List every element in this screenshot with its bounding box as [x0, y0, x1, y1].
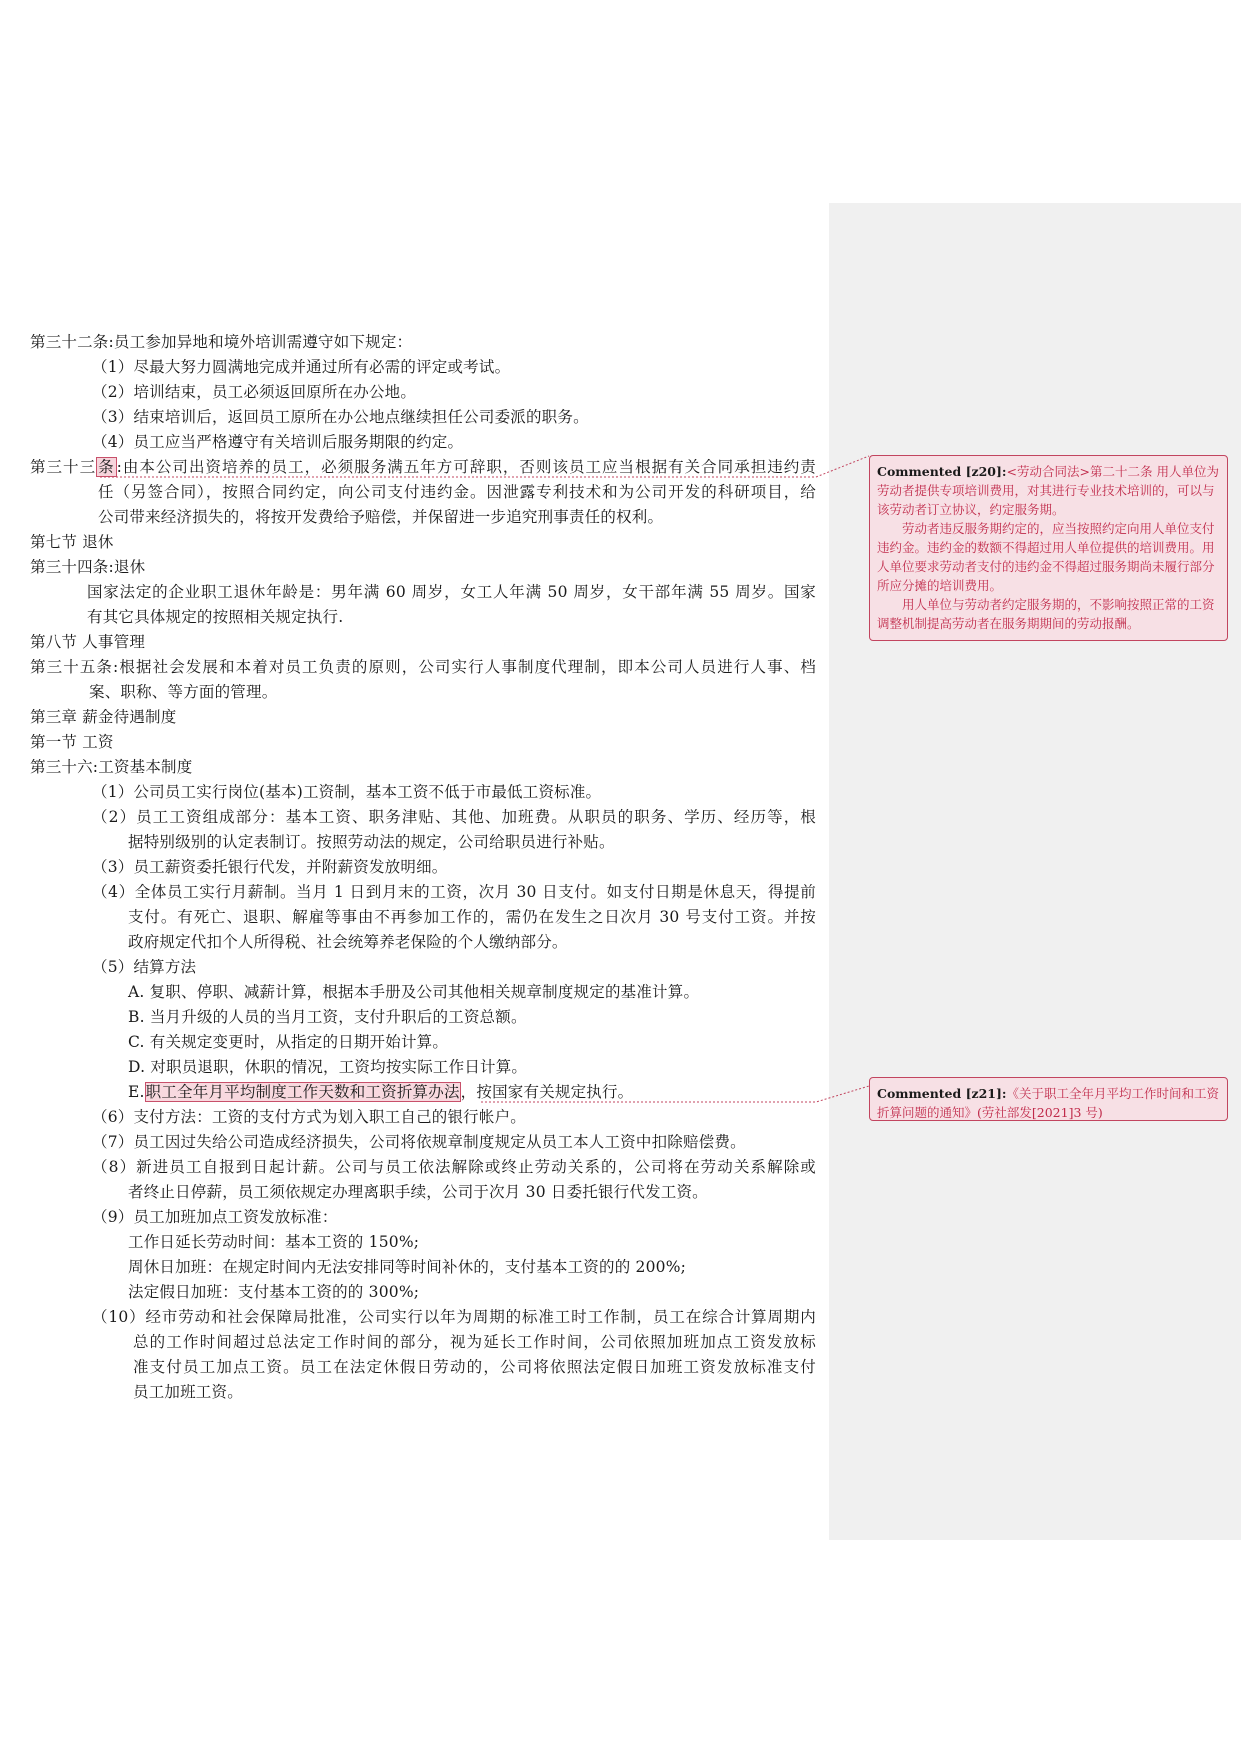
document-line: 第三章 薪金待遇制度 [30, 708, 177, 726]
connector-z20 [100, 456, 869, 477]
document-line: 第三十六:工资基本制度 [30, 758, 193, 776]
document-line: 第七节 退休 [30, 533, 114, 551]
document-line: （6）支付方法：工资的支付方式为划入职工自己的银行帐户。 [92, 1108, 526, 1126]
document-line: （4）全体员工实行月薪制。当月 1 日到月末的工资，次月 30 日支付。如支付日期是休息天，得提前 [92, 883, 816, 901]
document-line: 第一节 工资 [30, 733, 114, 751]
document-line: （4）员工应当严格遵守有关培训后服务期限的约定。 [92, 433, 464, 451]
document-line: 任（另签合同），按照合同约定，向公司支付违约金。因泄露专利技术和为公司开发的科研项目，给 [98, 483, 816, 501]
document-line: 政府规定代扣个人所得税、社会统筹养老保险的个人缴纳部分。 [128, 933, 568, 951]
document-line: 第三十二条:员工参加异地和境外培训需遵守如下规定： [30, 333, 413, 351]
document-line: 第八节 人事管理 [30, 633, 146, 651]
document-line: 支付。有死亡、退职、解雇等事由不再参加工作的，需仍在发生之日次月 30 号支付工资。并按 [128, 908, 816, 926]
document-line: 工作日延长劳动时间：基本工资的 150%; [128, 1233, 420, 1251]
document-line: （10）经市劳动和社会保障局批准，公司实行以年为周期的标准工时工作制，员工在综合计算周期内 [92, 1308, 816, 1326]
article-33-text: :由本公司出资培养的员工，必须服务满五年方可辞职，否则该员工应当根据有关合同承担违约责 [116, 458, 816, 476]
document-line: D. 对职员退职，休职的情况，工资均按实际工作日计算。 [128, 1058, 528, 1076]
document-line: 员工加班工资。 [133, 1383, 243, 1401]
document-line: 公司带来经济损失的，将按开发费给予赔偿，并保留进一步追究刑事责任的权利。 [98, 508, 664, 526]
document-line: （9）员工加班加点工资发放标准： [92, 1208, 338, 1226]
document-line: A. 复职、停职、减薪计算，根据本手册及公司其他相关规章制度规定的基准计算。 [128, 983, 700, 1001]
document-line: B. 当月升级的人员的当月工资，支付升职后的工资总额。 [128, 1008, 527, 1026]
document-line: （5）结算方法 [92, 958, 197, 976]
document-line: 者终止日停薪，员工须依规定办理离职手续，公司于次月 30 日委托银行代发工资。 [128, 1183, 708, 1201]
item-5e-prefix: E. [128, 1083, 145, 1101]
document-line: 第三十四条:退休 [30, 558, 146, 576]
document-line: （2）员工工资组成部分：基本工资、职务津贴、其他、加班费。从职员的职务、学历、经历等，根 [92, 808, 816, 826]
comment-label: Commented [z21]: [877, 1086, 1007, 1101]
document-line: 国家法定的企业职工退休年龄是：男年满 60 周岁，女工人年满 50 周岁，女干部年满 55 周岁。国家 [87, 583, 816, 601]
document-line: （7）员工因过失给公司造成经济损失，公司将依规章制度规定从员工本人工资中扣除赔偿费。 [92, 1133, 746, 1151]
article-33-prefix: 第三十三 [30, 458, 97, 476]
document-line: 有其它具体规定的按照相关规定执行. [87, 608, 344, 626]
comment-text: <劳动合同法>第二十二条 用人单位为劳动者提供专项培训费用，对其进行专业技术培训的，可以与该劳动者订立协议，约定服务期。 [877, 464, 1219, 517]
document-line: 准支付员工加点工资。员工在法定休假日劳动的，公司将依照法定假日加班工资发放标准支付 [133, 1358, 816, 1376]
document-line: 总的工作时间超过总法定工作时间的部分，视为延长工作时间，公司依照加班加点工资发放标 [133, 1333, 816, 1351]
comment-balloon-z20[interactable] [869, 455, 1228, 641]
connector-z21 [481, 1086, 869, 1102]
document-line: （1）公司员工实行岗位(基本)工资制，基本工资不低于市最低工资标准。 [92, 783, 602, 801]
document-line: C. 有关规定变更时，从指定的日期开始计算。 [128, 1033, 449, 1051]
comment-text: 劳动者违反服务期约定的，应当按照约定向用人单位支付违约金。违约金的数额不得超过用人单位提供的培训费用。用人单位要求劳动者支付的违约金不得超过服务期尚未履行部分所应分摊的培训费用。 [877, 521, 1215, 593]
comment-balloon-z21[interactable] [869, 1077, 1228, 1121]
document-line: 案、职称、等方面的管理。 [89, 683, 278, 701]
comment-anchor-z21[interactable]: 职工全年月平均制度工作天数和工资折算办法 [145, 1083, 460, 1101]
document-line: （3）员工薪资委托银行代发，并附薪资发放明细。 [92, 858, 448, 876]
document-line: 第三十五条:根据社会发展和本着对员工负责的原则，公司实行人事制度代理制，即本公司人员进行人事、档 [30, 658, 816, 676]
document-line: 法定假日加班：支付基本工资的的 300%; [128, 1283, 420, 1301]
item-5e-text: ，按国家有关规定执行。 [460, 1083, 634, 1101]
comment-text: 《关于职工全年月平均工作时间和工资折算问题的通知》(劳社部发[2021]3 号) [877, 1086, 1220, 1120]
comment-anchor-z20[interactable]: 条 [98, 458, 115, 476]
comment-label: Commented [z20]: [877, 464, 1007, 479]
document-line: （1）尽最大努力圆满地完成并通过所有必需的评定或考试。 [92, 358, 511, 376]
document-line: （2）培训结束，员工必须返回原所在办公地。 [92, 383, 417, 401]
comment-text: 用人单位与劳动者约定服务期的，不影响按照正常的工资调整机制提高劳动者在服务期期间的劳动报酬。 [877, 597, 1215, 631]
document-line: 据特别级别的认定表制订。按照劳动法的规定，公司给职员进行补贴。 [128, 833, 615, 851]
document-line: （3）结束培训后，返回员工原所在办公地点继续担任公司委派的职务。 [92, 408, 589, 426]
document-line: （8）新进员工自报到日起计薪。公司与员工依法解除或终止劳动关系的，公司将在劳动关系解除或 [92, 1158, 816, 1176]
document-line: 周休日加班：在规定时间内无法安排同等时间补休的，支付基本工资的的 200%; [128, 1258, 687, 1276]
